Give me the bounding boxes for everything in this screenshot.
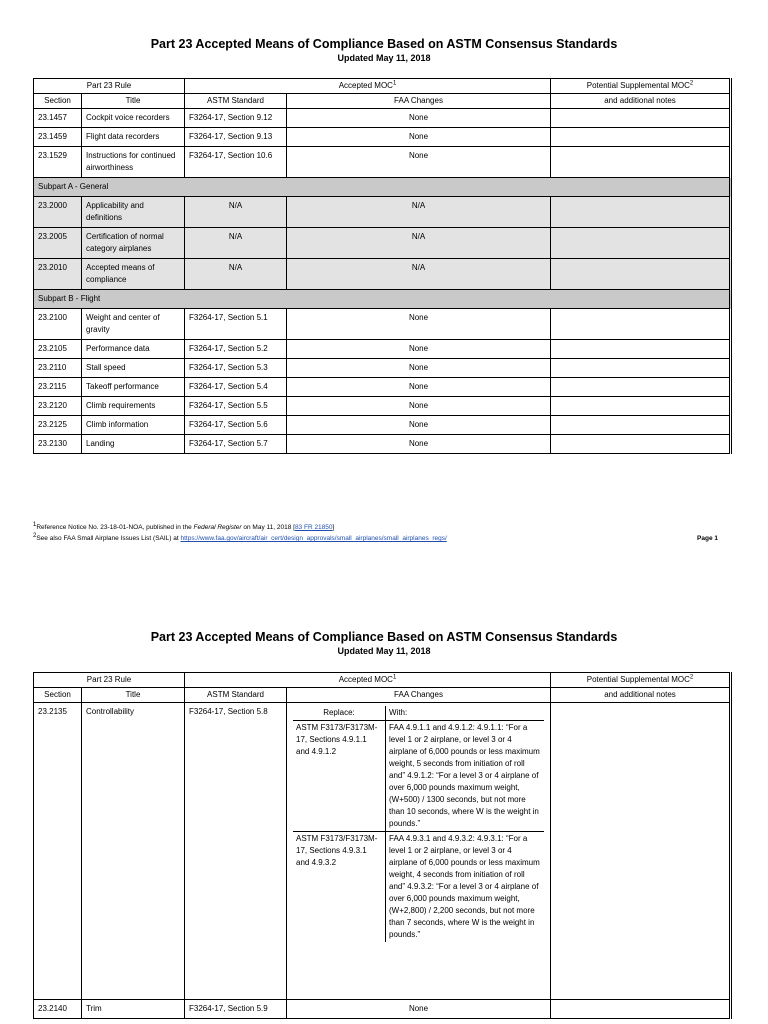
cell-notes: [551, 416, 731, 435]
table-row: [34, 703, 731, 1000]
header-title: Title: [82, 688, 185, 703]
cell-section: 23.2010: [34, 259, 82, 290]
cell-astm: F3264-17, Section 5.4: [185, 378, 287, 397]
table-row: [34, 259, 731, 290]
cell-astm: F3264-17, Section 9.13: [185, 128, 287, 147]
cell-notes: [551, 378, 731, 397]
cell-section: 23.2105: [34, 340, 82, 359]
document-title: Part 23 Accepted Means of Compliance Based on ASTM Consensus Standards: [150, 630, 618, 644]
cell-section: 23.2000: [34, 197, 82, 228]
cell-faa-changes: N/A: [287, 197, 551, 228]
cell-notes: [551, 259, 731, 290]
cell-section: 23.1459: [34, 128, 82, 147]
cell-notes: [551, 228, 731, 259]
table-row: [34, 340, 731, 359]
table-row: [34, 397, 731, 416]
subpart-heading-row: [34, 290, 731, 309]
cell-section: 23.2005: [34, 228, 82, 259]
subpart-label: Subpart A - General: [34, 178, 731, 197]
cell-title: Controllability: [82, 703, 185, 1000]
header-section: Section: [34, 688, 82, 703]
cell-section: 23.2125: [34, 416, 82, 435]
header-part23-rule: Part 23 Rule: [34, 673, 185, 688]
header-additional-notes: and additional notes: [551, 688, 731, 703]
document-updated: Updated May 11, 2018: [337, 646, 431, 656]
replace-text-1: ASTM F3173/F3173M-17, Sections 4.9.1.1 and 4.9.1.2: [293, 721, 386, 832]
with-text-2: FAA 4.9.3.1 and 4.9.3.2: 4.9.3.1: “For a level 1 or 2 airplane, or level 3 or 4 airplane of 6,000 pounds or less maximum weight, 4 seconds from initiation of roll and” 4.9.3.2: “For a level 3 or 4 airplane of over 6,000 pounds maximum weight, (W+2,800) / 2,200 seconds, but not more than 7 seconds, where W is the weight in pounds.”: [386, 832, 545, 943]
cell-notes: [551, 340, 731, 359]
cell-faa-changes: None: [287, 1000, 551, 1019]
cell-faa-changes: None: [287, 147, 551, 178]
header-additional-notes: and additional notes: [551, 94, 731, 109]
cell-faa-changes: [287, 703, 551, 1000]
header-title: Title: [82, 94, 185, 109]
cell-section: 23.2110: [34, 359, 82, 378]
table-row: [34, 1000, 731, 1019]
cell-title: Performance data: [82, 340, 185, 359]
cell-title: Trim: [82, 1000, 185, 1019]
cell-faa-changes: None: [287, 435, 551, 454]
cell-astm: F3264-17, Section 5.2: [185, 340, 287, 359]
cell-title: Climb information: [82, 416, 185, 435]
table-row: [34, 228, 731, 259]
table-row: [34, 109, 731, 128]
cell-section: 23.1457: [34, 109, 82, 128]
table-row: [34, 309, 731, 340]
document-updated: Updated May 11, 2018: [337, 53, 431, 63]
document-title: Part 23 Accepted Means of Compliance Based on ASTM Consensus Standards: [150, 37, 618, 51]
table-row: [34, 359, 731, 378]
header-astm-standard: ASTM Standard: [185, 94, 287, 109]
cell-section: 23.2130: [34, 435, 82, 454]
moc-table-page-1: [33, 78, 732, 454]
with-label: With:: [386, 706, 545, 721]
subpart-label: Subpart B - Flight: [34, 290, 731, 309]
header-supplemental-moc: Potential Supplemental MOC$^2$: [551, 79, 731, 94]
cell-section: 23.2140: [34, 1000, 82, 1019]
fr-citation-link[interactable]: 83 FR 21850: [294, 524, 333, 531]
cell-astm: F3264-17, Section 10.6: [185, 147, 287, 178]
cell-astm: N/A: [185, 197, 287, 228]
replace-text-2: ASTM F3173/F3173M-17, Sections 4.9.3.1 and 4.9.3.2: [293, 832, 386, 943]
cell-title: Applicability and definitions: [82, 197, 185, 228]
cell-astm: F3264-17, Section 9.12: [185, 109, 287, 128]
cell-faa-changes: None: [287, 416, 551, 435]
cell-faa-changes: None: [287, 109, 551, 128]
cell-faa-changes: None: [287, 378, 551, 397]
cell-section: 23.1529: [34, 147, 82, 178]
cell-notes: [551, 703, 731, 1000]
cell-astm: F3264-17, Section 5.7: [185, 435, 287, 454]
header-supplemental-moc: Potential Supplemental MOC$^2$: [551, 673, 731, 688]
cell-section: 23.2120: [34, 397, 82, 416]
cell-section: 23.2100: [34, 309, 82, 340]
header-accepted-moc: Accepted MOC$^1$: [185, 79, 551, 94]
table-row: [34, 197, 731, 228]
cell-title: Accepted means of compliance: [82, 259, 185, 290]
cell-astm: F3264-17, Section 5.8: [185, 703, 287, 1000]
cell-title: Certification of normal category airplanes: [82, 228, 185, 259]
footnote-1: $^1$Reference Notice No. 23-18-01-NOA, published in the Federal Register on May 11, 2018 [83 FR 21850]: [33, 521, 335, 531]
table-row: [34, 435, 731, 454]
cell-section: 23.2135: [34, 703, 82, 1000]
cell-title: Climb requirements: [82, 397, 185, 416]
table-row: [34, 128, 731, 147]
table-row: [34, 416, 731, 435]
cell-astm: F3264-17, Section 5.3: [185, 359, 287, 378]
cell-astm: N/A: [185, 228, 287, 259]
cell-astm: F3264-17, Section 5.9: [185, 1000, 287, 1019]
cell-notes: [551, 147, 731, 178]
cell-faa-changes: None: [287, 340, 551, 359]
header-part23-rule: Part 23 Rule: [34, 79, 185, 94]
cell-title: Instructions for continued airworthiness: [82, 147, 185, 178]
header-section: Section: [34, 94, 82, 109]
replace-label: Replace:: [293, 706, 386, 721]
header-faa-changes: FAA Changes: [287, 94, 551, 109]
sail-link[interactable]: https://www.faa.gov/aircraft/air_cert/design_approvals/small_airplanes/small_airplanes_regs/: [180, 535, 447, 542]
cell-notes: [551, 128, 731, 147]
cell-faa-changes: N/A: [287, 228, 551, 259]
header-faa-changes: FAA Changes: [287, 688, 551, 703]
cell-title: Cockpit voice recorders: [82, 109, 185, 128]
table-row: [34, 147, 731, 178]
with-text-1: FAA 4.9.1.1 and 4.9.1.2: 4.9.1.1: “For a level 1 or 2 airplane, or level 3 or 4 airplane of 6,000 pounds or less maximum weight, 5 seconds from initiation of roll and” 4.9.1.2: “For a level 3 or 4 airplane of over 6,000 pounds maximum weight, (W+500) / 1300 seconds, but not more than 10 seconds, where W is the weight in pounds.”: [389, 723, 540, 828]
footnote-2: $^2$See also FAA Small Airplane Issues List (SAIL) at https://www.faa.gov/aircraft/air_cert/design_approvals/small_airplanes/small_airplanes_regs/: [33, 532, 447, 542]
cell-title: Flight data recorders: [82, 128, 185, 147]
cell-notes: [551, 109, 731, 128]
cell-title: Weight and center of gravity: [82, 309, 185, 340]
cell-title: Takeoff performance: [82, 378, 185, 397]
cell-notes: [551, 397, 731, 416]
cell-faa-changes: N/A: [287, 259, 551, 290]
page-2: [0, 590, 768, 1024]
cell-astm: N/A: [185, 259, 287, 290]
header-astm-standard: ASTM Standard: [185, 688, 287, 703]
replace-with-table: [293, 706, 544, 942]
cell-faa-changes: None: [287, 397, 551, 416]
cell-title: Stall speed: [82, 359, 185, 378]
cell-notes: [551, 1000, 731, 1019]
table-row: [34, 378, 731, 397]
cell-astm: F3264-17, Section 5.1: [185, 309, 287, 340]
cell-astm: F3264-17, Section 5.5: [185, 397, 287, 416]
cell-notes: [551, 309, 731, 340]
cell-astm: F3264-17, Section 5.6: [185, 416, 287, 435]
cell-title: Landing: [82, 435, 185, 454]
header-accepted-moc: Accepted MOC$^1$: [185, 673, 551, 688]
cell-faa-changes: None: [287, 309, 551, 340]
cell-section: 23.2115: [34, 378, 82, 397]
subpart-heading-row: [34, 178, 731, 197]
cell-notes: [551, 359, 731, 378]
moc-table-page-2: [33, 672, 732, 1019]
page-number: Page 1: [697, 535, 718, 542]
cell-notes: [551, 197, 731, 228]
cell-faa-changes: None: [287, 128, 551, 147]
cell-faa-changes: None: [287, 359, 551, 378]
cell-notes: [551, 435, 731, 454]
